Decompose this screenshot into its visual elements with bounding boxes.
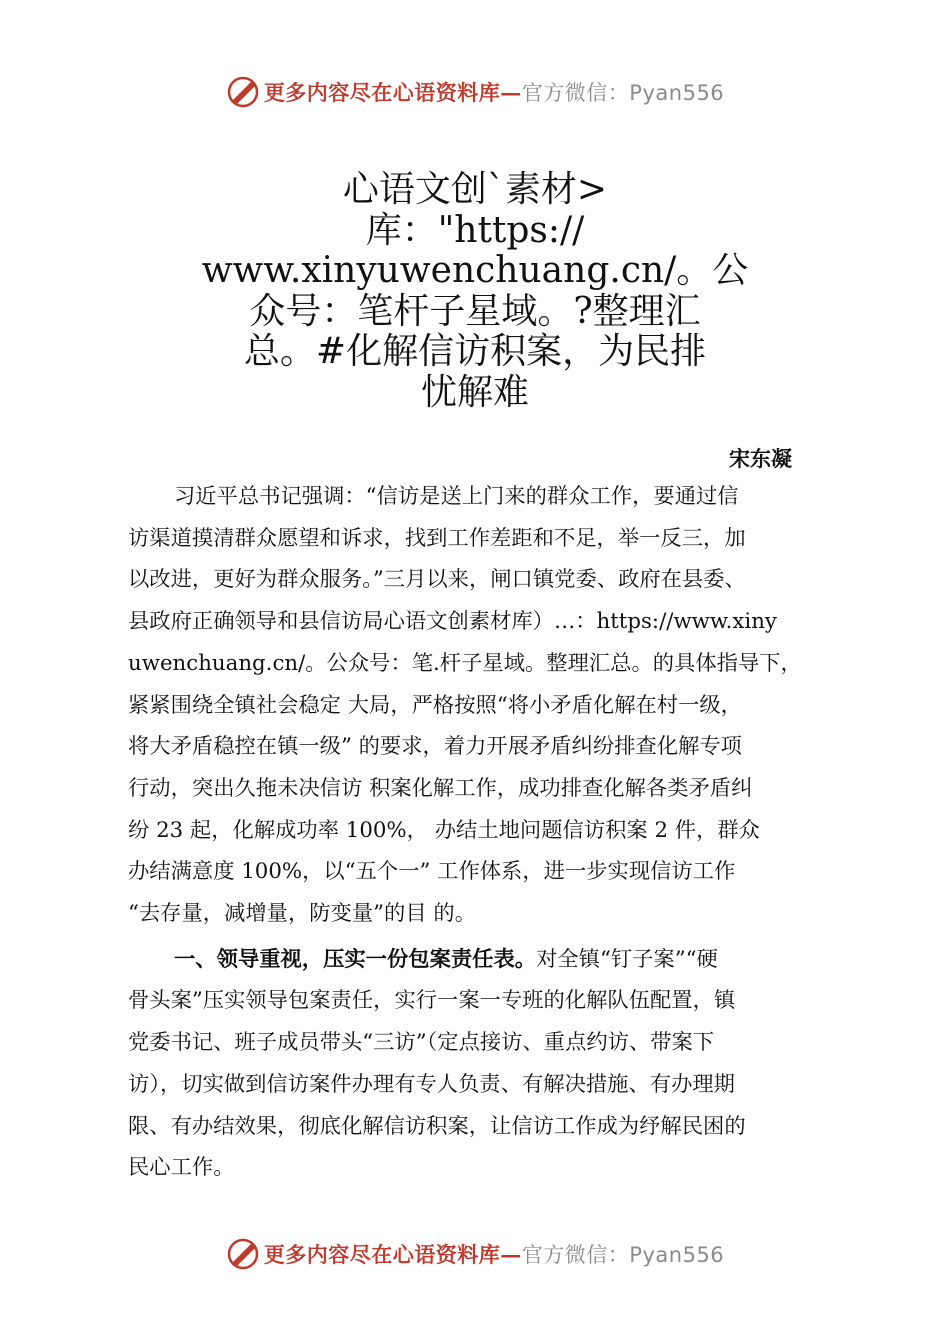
- document-body: [128, 476, 844, 1189]
- footer-banner: [0, 1232, 950, 1276]
- author-name: 宋东凝: [729, 447, 792, 471]
- title-line: 众号：笔杆子星域。?整理汇: [249, 290, 701, 332]
- body-line: 县政府正确领导和县信访局心语文创素材库）…：https://www.xiny: [128, 609, 777, 635]
- brush-logo-icon: [226, 1237, 260, 1271]
- title-line: 库："https://: [365, 209, 585, 251]
- body-line: 行动，突出久拖未决信访 积案化解工作，成功排查化解各类矛盾纠: [128, 775, 753, 801]
- body-line: uwenchuang.cn/。公众号：笔.杆子星域。整理汇总。的具体指导下，: [128, 650, 802, 676]
- body-line: 将大矛盾稳控在镇一级” 的要求，着力开展矛盾纠纷排查化解专项: [128, 734, 742, 760]
- banner-text: [264, 77, 724, 107]
- banner-text: [264, 1239, 724, 1269]
- banner-grey: 官方微信：Pyan556: [521, 1243, 725, 1267]
- banner-red: 更多内容尽在心语资料库—: [263, 80, 522, 105]
- body-line: 紧紧围绕全镇社会稳定 大局，严格按照“将小矛盾化解在村一级，: [128, 692, 742, 718]
- body-line: 访渠道摸清群众愿望和诉求，找到工作差距和不足，举一反三，加: [128, 525, 746, 551]
- body-line: 骨头案”压实领导包案责任，实行一案一专班的化解队伍配置，镇: [128, 988, 736, 1014]
- title-line: 总。#化解信访积案，为民排: [243, 331, 707, 372]
- body-line: 习近平总书记强调：“信访是送上门来的群众工作，要通过信: [174, 484, 739, 509]
- header-banner: [0, 70, 950, 114]
- document-title: [175, 170, 775, 413]
- body-line: 访），切实做到信访案件办理有专人负责、有解决措施、有办理期: [128, 1071, 735, 1097]
- body-line: 纷 23 起，化解成功率 100%， 办结土地问题信访积案 2 件，群众: [128, 817, 760, 843]
- section-first-line: [128, 939, 844, 981]
- title-line: www.xinyuwenchuang.cn/。公: [201, 250, 749, 291]
- banner-grey: 官方微信：Pyan556: [521, 81, 725, 105]
- banner-red: 更多内容尽在心语资料库—: [263, 1242, 522, 1267]
- body-line: 以改进，更好为群众服务。”三月以来，闸口镇党委、政府在县委、: [128, 567, 746, 593]
- body-line: 限、有办结效果，彻底化解信访积案，让信访工作成为纾解民困的: [128, 1113, 746, 1139]
- section-text: 对全镇“钉子案”“硬: [536, 946, 718, 972]
- title-line: 心语文创`素材>: [342, 169, 608, 210]
- brush-logo-icon: [226, 75, 260, 109]
- body-line: 民心工作。: [128, 1155, 235, 1181]
- body-line: 党委书记、班子成员带头“三访”（定点接访、重点约访、带案下: [128, 1030, 715, 1056]
- section-heading: 一、领导重视，压实一份包案责任表。: [174, 946, 537, 972]
- body-line: 办结满意度 100%，以“五个一” 工作体系，进一步实现信访工作: [128, 859, 736, 885]
- body-line: “去存量，减增量，防变量”的目 的。: [128, 901, 476, 927]
- title-line: 忧解难: [420, 371, 529, 413]
